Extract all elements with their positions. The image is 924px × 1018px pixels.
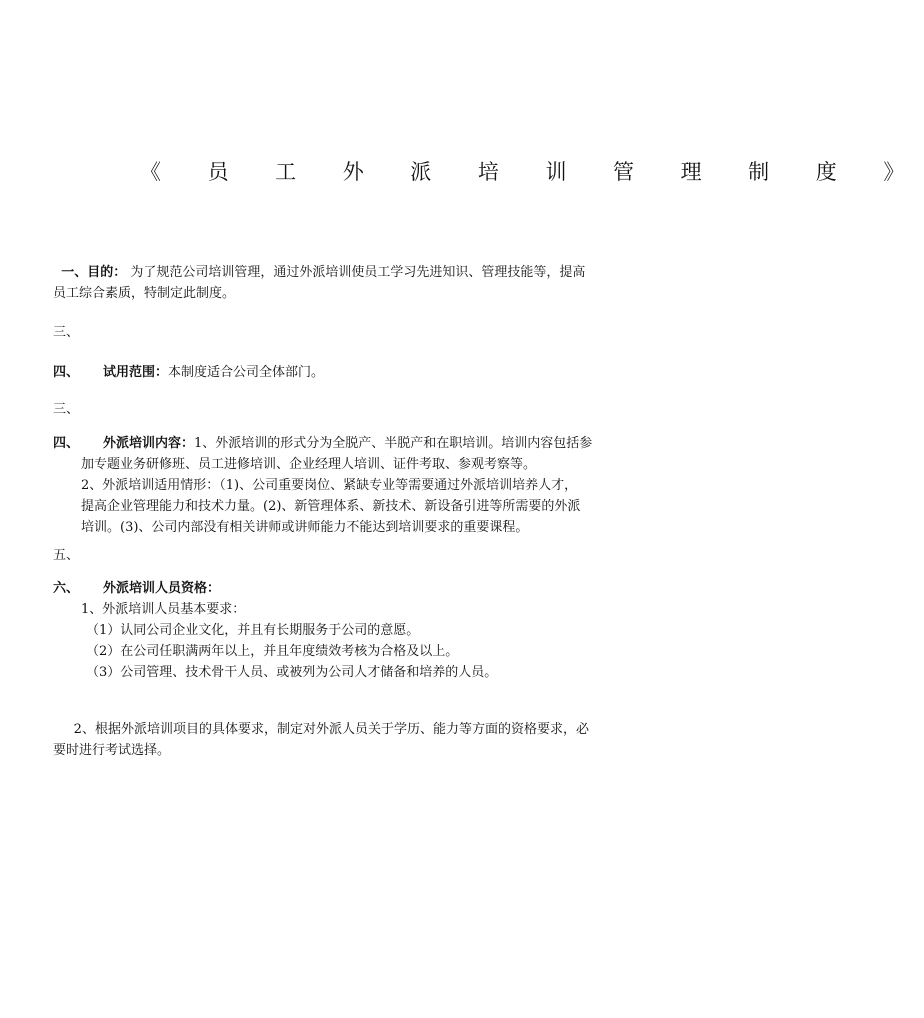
requirements-line-2: 要时进行考试选择。	[53, 743, 171, 758]
document-title: 《 员 工 外 派 培 训 管 理 制 度 》	[140, 160, 924, 184]
content-line-5: 培训。(3)、公司内部没有相关讲师或讲师能力不能达到培训要求的重要课程。	[81, 520, 529, 535]
section-qualification	[53, 578, 663, 683]
section-scope	[53, 362, 663, 383]
content-number: 四、	[53, 436, 80, 451]
requirements-line-1	[53, 719, 663, 740]
purpose-label: 一、目的：	[61, 265, 127, 280]
content-line-4: 提高企业管理能力和技术力量。(2)、新管理体系、新技术、新设备引进等所需要的外派	[81, 499, 581, 514]
qualification-subtitle: 1、外派培训人员基本要求：	[81, 602, 246, 617]
content-line-2: 加专题业务研修班、员工进修培训、企业经理人培训、证件考取、参观考察等。	[81, 457, 537, 472]
content-text-1: 1、外派培训的形式分为全脱产、半脱产和在职培训。培训内容包括参	[194, 436, 593, 451]
blank-heading-3: 五、	[53, 548, 80, 563]
qualification-item: （2）在公司任职满两年以上，并且年度绩效考核为合格及以上。	[86, 644, 459, 659]
section-purpose	[53, 262, 663, 304]
qualification-item: （3）公司管理、技术骨干人员、或被列为公司人才储备和培养的人员。	[86, 665, 498, 680]
scope-label: 试用范围：	[103, 365, 169, 380]
content-label: 外派培训内容：	[103, 436, 195, 451]
blank-heading-1: 三、	[53, 325, 80, 340]
content-line-3: 2、外派培训适用情形：（1)、公司重要岗位、紧缺专业等需要通过外派培训培养人才，	[81, 478, 578, 493]
section-content	[53, 433, 663, 538]
scope-text: 本制度适合公司全体部门。	[168, 365, 325, 380]
scope-number: 四、	[53, 365, 80, 380]
qualification-heading	[53, 578, 663, 599]
qualification-label: 外派培训人员资格：	[103, 581, 221, 596]
requirements-text-1: 2、根据外派培训项目的具体要求，制定对外派人员关于学历、能力等方面的资格要求，必	[73, 722, 589, 737]
content-line-1	[53, 433, 663, 454]
purpose-line-1	[53, 262, 663, 283]
purpose-text-1: 为了规范公司培训管理，通过外派培训使员工学习先进知识、管理技能等，提高	[126, 265, 586, 280]
qualification-item: （1）认同公司企业文化，并且有长期服务于公司的意愿。	[86, 623, 420, 638]
paragraph-requirements	[53, 719, 663, 761]
qualification-number: 六、	[53, 581, 80, 596]
blank-heading-2: 三、	[53, 402, 80, 417]
purpose-line-2: 员工综合素质，特制定此制度。	[53, 286, 236, 301]
